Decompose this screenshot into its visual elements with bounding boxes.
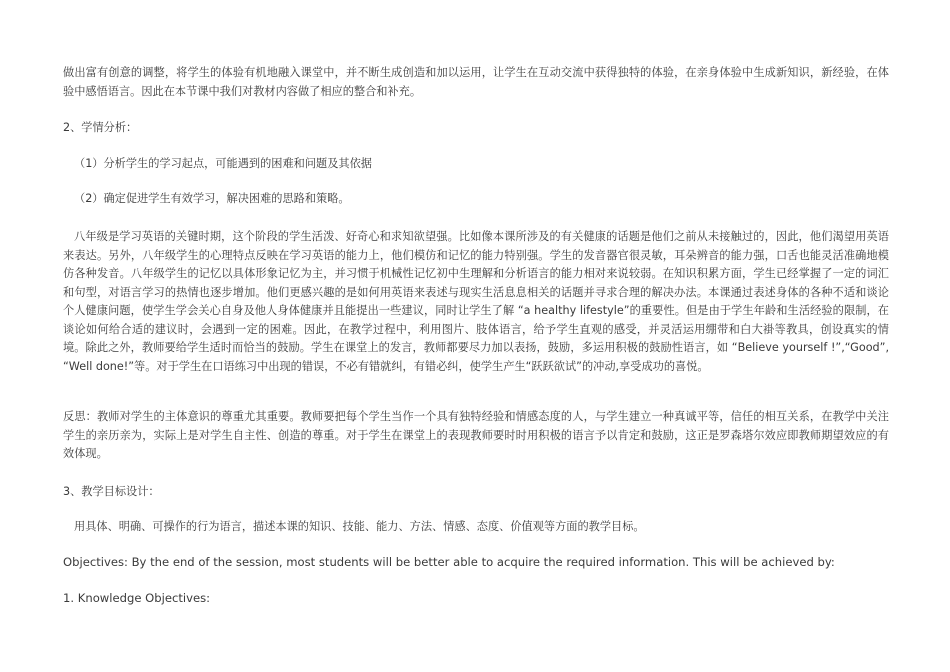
reflection-paragraph: 反思：教师对学生的主体意识的尊重尤其重要。教师要把每个学生当作一个具有独特经验和情感态度的人，与学生建立一种真诚平等，信任的相互关系，在教学中关注学生的亲历亲为，实际上是对学生自主性、创造的尊重。对于学生在课堂上的表现教师要时时用积极的语言予以肯定和鼓励，这正是罗森塔尔效应即教师期望效应的有效体现。 — [63, 410, 889, 460]
section-3-heading: 3、教学目标设计： — [63, 485, 160, 498]
section-2-item-1: （1）分析学生的学习起点，可能遇到的困难和问题及其依据 — [74, 157, 372, 170]
section-2-heading: 2、学情分析： — [63, 121, 138, 134]
student-analysis-paragraph: 八年级是学习英语的关键时期，这个阶段的学生活泼、好奇心和求知欲望强。比如像本课所涉及的有关健康的话题是他们之前从未接触过的，因此，他们渴望用英语来表达。另外，八年级学生的心理特点反映在学习英语的能力上，他们模仿和记忆的能力特别强。学生的发音器官很灵敏，耳朵辨音的能力强，口舌也能灵活准确地模仿各种发音。八年级学生的记忆以具体形象记忆为主，并习惯于机械性记忆初中生理解和分析语言的能力相对来说较弱。在知识积累方面，学生已经掌握了一定的词汇和句型，对语言学习的热情也逐步增加。他们更感兴趣的是如何用英语来表述与现实生活息息相关的话题并寻求合理的解决办法。本课通过表述身体的各种不适和谈论个人健康问题，使学生学会关心自身及他人身体健康并且能提出一些建议，同时让学生了解 “a healthy lifestyle”的重要性。但是由于学生年龄和生活经验的限制，在谈论如何给合适的建议时，会遇到一定的困难。因此，在教学过程中，利用图片、肢体语言，给予学生直观的感受，并灵活运用绷带和白大褂等教具，创设真实的情境。除此之外，教师要给学生适时而恰当的鼓励。学生在课堂上的发言，教师都要尽力加以表扬，鼓励，多运用积极的鼓励性语言，如 “Believe yourself !”,“Good”, “Well done!”等。对于学生在口语练习中出现的错误，不必有错就纠，有错必纠，使学生产生“跃跃欲试”的冲动,享受成功的喜悦。 — [63, 230, 889, 373]
knowledge-objectives-heading: 1. Knowledge Objectives: — [63, 591, 211, 605]
section-3-intro: 用具体、明确、可操作的行为语言，描述本课的知识、技能、能力、方法、情感、态度、价值观等方面的教学目标。 — [74, 520, 645, 533]
section-2-item-2: （2）确定促进学生有效学习，解决困难的思路和策略。 — [74, 192, 350, 205]
objectives-line: Objectives: By the end of the session, most students will be better able to acquire the required information. This will be achieved by: — [63, 555, 835, 569]
intro-paragraph: 做出富有创意的调整，将学生的体验有机地融入课堂中，并不断生成创造和加以运用，让学生在互动交流中获得独特的体验，在亲身体验中生成新知识，新经验，在体验中感悟语言。因此在本节课中我们对教材内容做了相应的整合和补充。 — [63, 66, 889, 98]
